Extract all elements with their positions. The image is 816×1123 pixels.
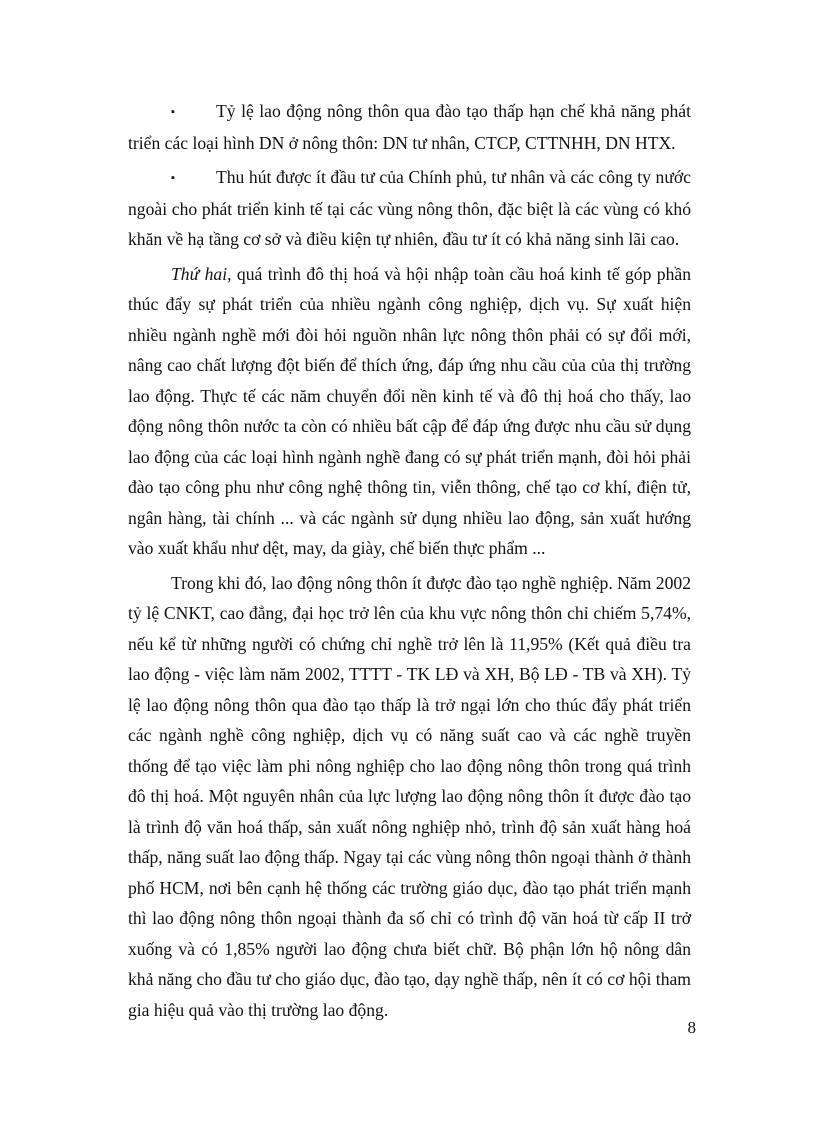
bullet-marker-icon: ▪ (171, 106, 175, 118)
body-paragraph (128, 259, 691, 564)
page-number: 8 (687, 1018, 696, 1037)
bullet-marker-icon: ▪ (171, 172, 175, 184)
paragraph-lead-italic: Thứ hai, (171, 263, 232, 284)
bullet-item (128, 162, 691, 255)
bullet-text: Thu hút được ít đầu tư của Chính phủ, tư nhân và các công ty nước ngoài cho phát triển kinh tế tại các vùng nông thôn, đặc biệt là các vùng có khó khăn về hạ tầng cơ sở và điều kiện tự nhiên, đầu tư ít có khả năng sinh lãi cao. (128, 167, 691, 249)
document-page (128, 96, 691, 1029)
bullet-text: Tỷ lệ lao động nông thôn qua đào tạo thấp hạn chế khả năng phát triển các loại hình DN ở nông thôn: DN tư nhân, CTCP, CTTNHH, DN HTX. (128, 101, 691, 153)
bullet-item (128, 96, 691, 158)
body-paragraph: Trong khi đó, lao động nông thôn ít được đào tạo nghề nghiệp. Năm 2002 tỷ lệ CNKT, cao đẳng, đại học trở lên của khu vực nông thôn chỉ chiếm 5,74%, nếu kể từ những người có chứng chỉ nghề trở lên là 11,95% (Kết quả điều tra lao động - việc làm năm 2002, TTTT - TK LĐ và XH, Bộ LĐ - TB và XH). Tỷ lệ lao động nông thôn qua đào tạo thấp là trở ngại lớn cho thúc đẩy phát triển các ngành nghề công nghiệp, dịch vụ có năng suất cao và các nghề truyền thống để tạo việc làm phi nông nghiệp cho lao động nông thôn trong quá trình đô thị hoá. Một nguyên nhân của lực lượng lao động nông thôn ít được đào tạo là trình độ văn hoá thấp, sản xuất nông nghiệp nhỏ, trình độ sản xuất hàng hoá thấp, năng suất lao động thấp. Ngay tại các vùng nông thôn ngoại thành ở thành phố HCM, nơi bên cạnh hệ thống các trường giáo dục, đào tạo phát triển mạnh thì lao động nông thôn ngoại thành đa số chỉ có trình độ văn hoá từ cấp II trở xuống và có 1,85% người lao động chưa biết chữ. Bộ phận lớn hộ nông dân khả năng cho đầu tư cho giáo dục, đào tạo, dạy nghề thấp, nên ít có cơ hội tham gia hiệu quả vào thị trường lao động. (128, 572, 691, 1020)
paragraph-text: quá trình đô thị hoá và hội nhập toàn cầu hoá kinh tế góp phần thúc đẩy sự phát triển của nhiều ngành công nghiệp, dịch vụ. Sự xuất hiện nhiều ngành nghề mới đòi hỏi nguồn nhân lực nông thôn phải có sự đổi mới, nâng cao chất lượng đột biến để thích ứng, đáp ứng nhu cầu của của thị trường lao động. Thực tế các năm chuyển đổi nền kinh tế và đô thị hoá cho thấy, lao động nông thôn nước ta còn có nhiều bất cập để đáp ứng được nhu cầu sử dụng lao động của các loại hình ngành nghề đang có sự phát triển mạnh, đòi hỏi phải đào tạo công phu như công nghệ thông tin, viễn thông, chế tạo cơ khí, điện tử, ngân hàng, tài chính ... và các ngành sử dụng nhiều lao động, sản xuất hướng vào xuất khẩu như dệt, may, da giày, chế biến thực phẩm ... (128, 263, 691, 558)
